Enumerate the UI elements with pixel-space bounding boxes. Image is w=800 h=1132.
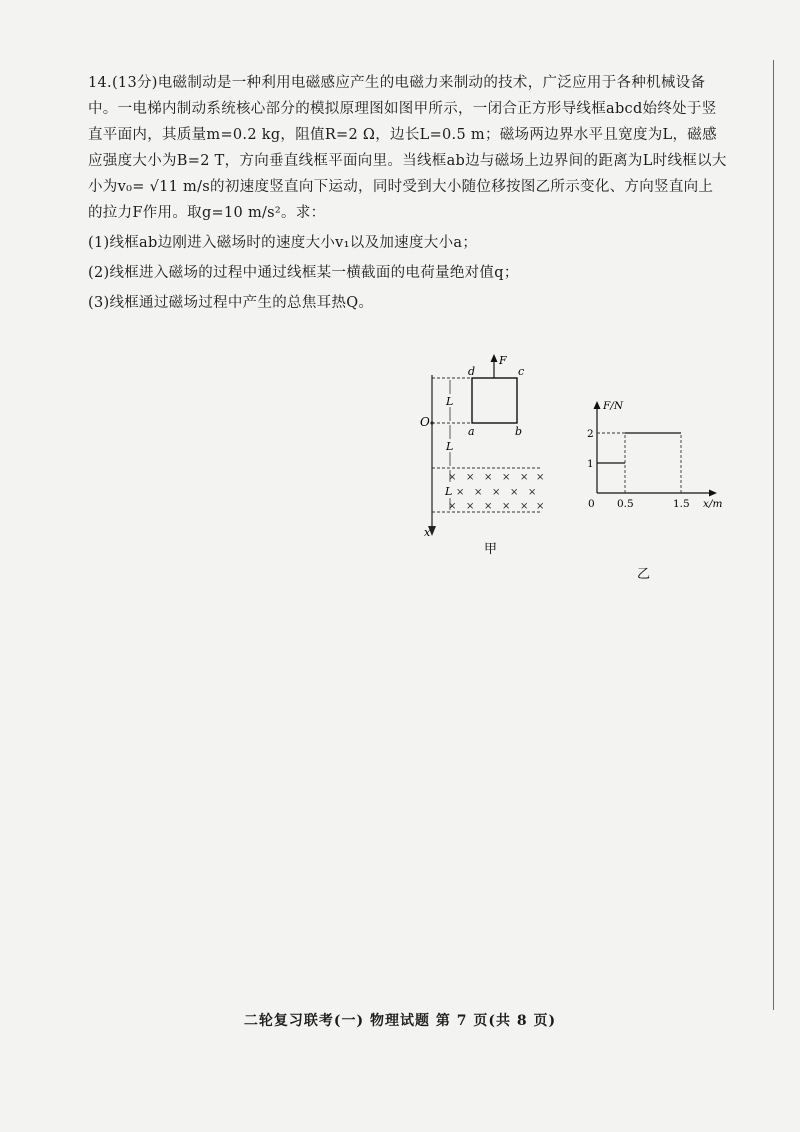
x-tick-0.5: 0.5 xyxy=(617,498,634,510)
label-O: O xyxy=(420,415,430,429)
x-axis-arrow xyxy=(709,490,717,497)
sub-question-3: (3)线框通过磁场过程中产生的总焦耳热Q。 xyxy=(88,295,374,311)
sub-question-2: (2)线框进入磁场的过程中通过线框某一横截面的电荷量绝对值q； xyxy=(88,265,519,281)
corner-d: d xyxy=(468,365,476,378)
field-mark: × xyxy=(520,501,529,512)
field-mark: × xyxy=(448,472,457,483)
field-mark: × xyxy=(466,472,475,483)
field-mark: × xyxy=(448,501,457,512)
field-mark: × xyxy=(474,487,483,498)
field-mark: × xyxy=(502,472,511,483)
field-mark: × xyxy=(484,472,493,483)
f-x-graph xyxy=(587,400,722,510)
origin-label: 0 xyxy=(588,498,595,510)
field-mark: × xyxy=(466,501,475,512)
figure-a xyxy=(410,350,570,560)
question-14 xyxy=(88,70,728,316)
question-stem-text: 电磁制动是一种利用电磁感应产生的电磁力来制动的技术，广泛应用于各种机械设备中。一电梯内制动系统核心部分的模拟原理图如图甲所示，一闭合正方形导线框abcd始终处于竖直平面内，其质量m=0.2 kg，阻值R=2 Ω，边长L=0.5 m；磁场两边界水平且宽度为L，磁感应强度大小为B=2 T，方向垂直线框平面向里。当线框ab边与磁场上边界间的距离为L时线框以大小为v₀= √11 m/s的初速度竖直向下运动，同时受到大小随位移按图乙所示变化、方向竖直向上的拉力F作用。取g=10 m/s²。求： xyxy=(88,75,727,221)
y-axis-arrow xyxy=(594,401,601,409)
field-mark: × xyxy=(492,487,501,498)
label-L-3: L xyxy=(445,485,453,498)
label-L-2: L xyxy=(446,440,454,453)
corner-a: a xyxy=(468,425,475,438)
y-tick-1: 1 xyxy=(587,458,594,470)
figure-b-caption: 乙 xyxy=(637,567,651,580)
corner-b: b xyxy=(515,425,523,438)
field-mark: × xyxy=(484,501,493,512)
margin-line xyxy=(773,60,774,1010)
figure-a-caption: 甲 xyxy=(484,542,498,557)
field-mark: × xyxy=(520,472,529,483)
question-stem xyxy=(88,70,728,226)
wire-frame xyxy=(472,378,517,423)
field-mark: × xyxy=(456,487,465,498)
x-axis-label: x/m xyxy=(703,498,723,510)
y-tick-2: 2 xyxy=(587,428,594,440)
label-x: x xyxy=(424,526,431,539)
field-mark: × xyxy=(528,487,537,498)
corner-c: c xyxy=(518,365,525,378)
figure-b xyxy=(585,395,725,580)
y-axis-label: F/N xyxy=(603,400,624,412)
field-mark: × xyxy=(510,487,519,498)
magnetic-field xyxy=(448,472,544,512)
label-L-1: L xyxy=(446,395,454,408)
sub-question-1: (1)线框ab边刚进入磁场时的速度大小v₁以及加速度大小a； xyxy=(88,235,478,251)
label-F: F xyxy=(499,354,507,367)
question-number: 14.(13分) xyxy=(88,75,158,91)
page-footer: 二轮复习联考(一) 物理试题 第 7 页(共 8 页) xyxy=(243,1013,557,1029)
x-tick-1.5: 1.5 xyxy=(673,498,690,510)
force-arrow xyxy=(491,354,498,362)
field-mark: × xyxy=(536,472,545,483)
field-mark: × xyxy=(502,501,511,512)
field-mark: × xyxy=(536,501,545,512)
